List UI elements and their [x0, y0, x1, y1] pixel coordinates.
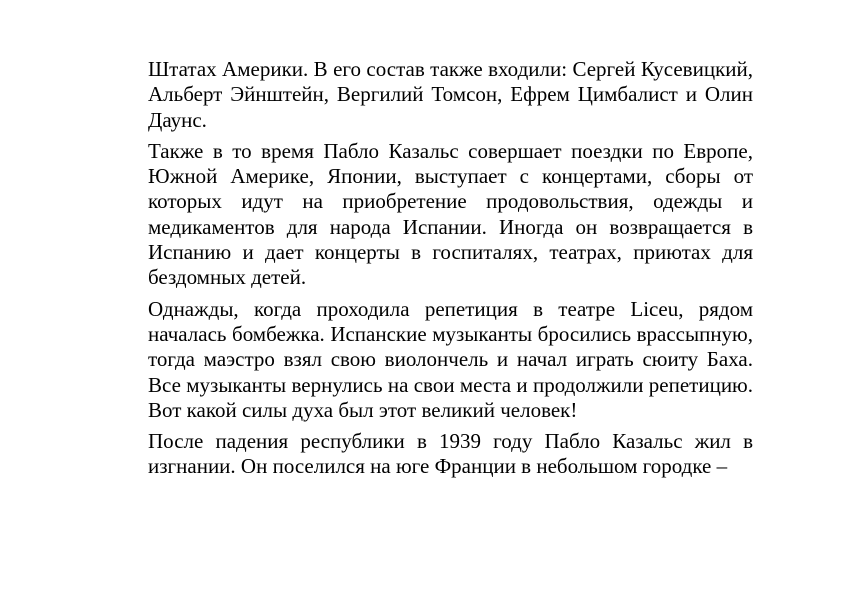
- document-text: [148, 57, 753, 486]
- paragraph-2: Также в то время Пабло Казальс совершает поездки по Европе, Южной Америке, Японии, выступает с концертами, сборы от которых идут на приобретение продовольствия, одежды и медикаментов для народа Испании. Иногда он возвращается в Испанию и дает концерты в госпиталях, театрах, приютах для бездомных детей.: [148, 138, 753, 290]
- paragraph-1: Штатах Америки. В его состав также входили: Сергей Кусевицкий, Альберт Эйнштейн, Вергилий Томсон, Ефрем Цимбалист и Олин Даунс.: [148, 57, 753, 132]
- paragraph-3: Однажды, когда проходила репетиция в театре Liceu, рядом началась бомбежка. Испанские музыканты бросились врассыпную, тогда маэстро взял свою виолончель и начал играть сюиту Баха. Все музыканты вернулись на свои места и продолжили репетицию. Вот какой силы духа был этот великий человек!: [148, 296, 753, 422]
- paragraph-4: После падения республики в 1939 году Пабло Казальс жил в изгнании. Он поселился на юге Франции в небольшом городке –: [148, 429, 753, 479]
